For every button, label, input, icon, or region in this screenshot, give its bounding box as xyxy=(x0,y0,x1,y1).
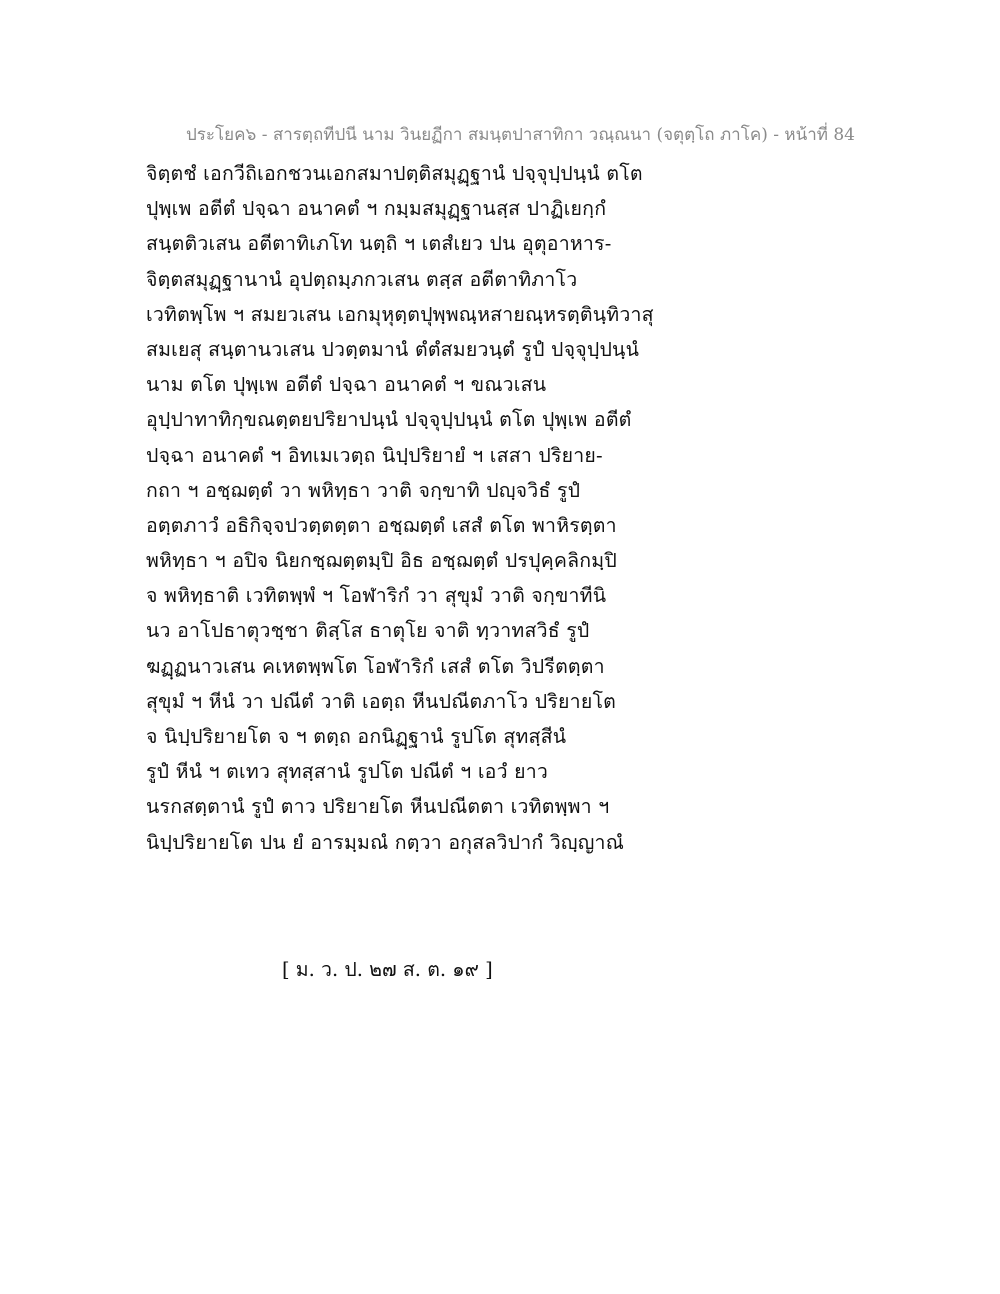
text-line: พหิทฺธา ฯ อปิจ นิยกชฺฌตฺตมฺปิ อิธ อชฺฌตฺตํ ปรปุคฺคลิกมฺปิ xyxy=(146,549,617,573)
text-line: จ นิปฺปริยายโต จ ฯ ตตฺถ อกนิฏฺฐานํ รูปโต สุทสฺสีนํ xyxy=(146,725,567,748)
text-line: สุขุมํ ฯ หีนํ วา ปณีตํ วาติ เอตฺถ หีนปณีตภาโว ปริยายโต xyxy=(146,689,616,713)
text-line: สมเยสุ สนฺตานวเสน ปวตฺตมานํ ตํตํสมยวนฺตํ รูปํ ปจฺจุปฺปนฺนํ xyxy=(146,337,640,361)
text-line: อุปฺปาทาทิกฺขณตฺตยปริยาปนฺนํ ปจฺจุปฺปนฺนํ ตโต ปุพฺเพ อตีตํ xyxy=(146,408,632,432)
source-reference: [ ม. ว. ป. ๒๗ ส. ต. ๑๙ ] xyxy=(282,958,493,981)
text-line: จิตฺตสมุฏฺฐานานํ อุปตฺถมฺภกวเสน ตสฺส อตีตาทิภาโว xyxy=(146,267,578,291)
text-line: ปุพฺเพ อตีตํ ปจฺฉา อนาคตํ ฯ กมฺมสมุฏฺฐานสฺส ปาฏิเยกฺกํ xyxy=(146,197,607,221)
text-line: จ พหิทฺธาติ เวทิตพฺพํ ฯ โอฬาริกํ วา สุขุมํ วาติ จกฺขาทีนิ xyxy=(146,584,607,608)
text-line: นว อาโปธาตุวชฺชา ติสฺโส ธาตุโย จาติ ทฺวาทสวิธํ รูปํ xyxy=(146,619,590,643)
text-line: นรกสตฺตานํ รูปํ ตาว ปริยายโต หีนปณีตตา เวทิตพฺพา ฯ xyxy=(146,795,610,819)
text-line: กถา ฯ อชฺฌตฺตํ วา พหิทฺธา วาติ จกฺขาทิ ปญฺจวิธํ รูปํ xyxy=(146,478,581,502)
text-line: นิปฺปริยายโต ปน ยํ อารมฺมณํ กตฺวา อกุสลวิปากํ วิญฺญาณํ xyxy=(146,830,624,854)
text-line: ฆฏฺฏนาวเสน คเหตพฺพโต โอฬาริกํ เสสํ ตโต วิปรีตตฺตา xyxy=(146,654,605,678)
text-line: สนฺตติวเสน อตีตาทิเภโท นตฺถิ ฯ เตสํเยว ปน อุตุอาหาร- xyxy=(146,232,612,256)
text-line: รูปํ หีนํ ฯ ตเทว สุทสฺสานํ รูปโต ปณีตํ ฯ เอวํ ยาว xyxy=(146,760,549,784)
body-text xyxy=(146,156,766,860)
running-header: ประโยค๖ - สารตฺถทีปนี นาม วินยฏีกา สมนฺตปาสาทิกา วณฺณนา (จตุตฺโถ ภาโค) - หน้าที่ 84 xyxy=(186,125,855,145)
text-line: เวทิตพฺโพ ฯ สมยวเสน เอกมุหุตฺตปุพฺพณฺหสายณฺหรตฺตินฺทิวาสุ xyxy=(146,302,654,326)
text-line: นาม ตโต ปุพฺเพ อตีตํ ปจฺฉา อนาคตํ ฯ ขณวเสน xyxy=(146,373,547,397)
text-line: จิตฺตชํ เอกวีถิเอกชวนเอกสมาปตฺติสมุฏฺฐานํ ปจฺจุปฺปนฺนํ ตโต xyxy=(146,162,643,185)
text-line: อตฺตภาวํ อธิกิจฺจปวตฺตตฺตา อชฺฌตฺตํ เสสํ ตโต พาหิรตฺตา xyxy=(146,513,617,537)
text-line: ปจฺฉา อนาคตํ ฯ อิทเมเวตฺถ นิปฺปริยายํ ฯ เสสา ปริยาย- xyxy=(146,443,603,467)
